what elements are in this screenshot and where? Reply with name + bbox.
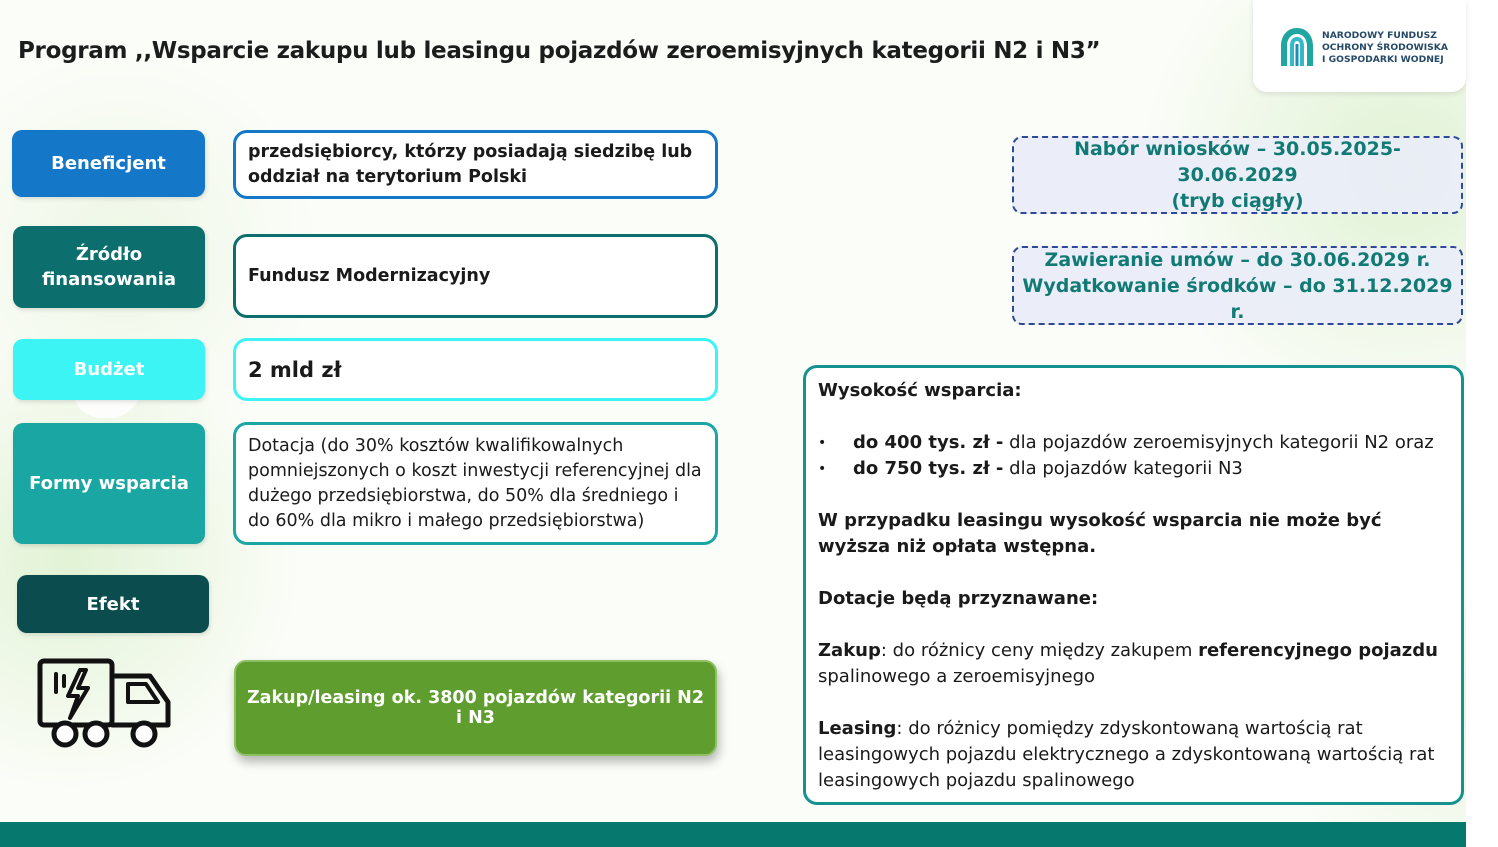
logo-text xyxy=(1322,30,1448,66)
budzet-label-text: Budżet xyxy=(73,359,145,380)
logo-line-1: NARODOWY FUNDUSZ xyxy=(1322,30,1437,41)
right-edge-strip xyxy=(1466,0,1498,847)
nabor-line-2: (tryb ciągły) xyxy=(1171,190,1304,212)
dotacje-heading: Dotacje będą przyznawane: xyxy=(818,588,1099,609)
zrodlo-label xyxy=(13,226,205,308)
leasing-label: Leasing xyxy=(818,718,897,739)
electric-truck-icon xyxy=(36,656,174,750)
formy-wsparcia-label-text: Formy wsparcia xyxy=(29,473,189,494)
support-details-box xyxy=(803,365,1464,805)
nabor-box xyxy=(1012,136,1463,214)
leasing-text: : do różnicy pomiędzy zdyskontowaną wartością rat leasingowych pojazdu elektrycznego a zdyskontowaną wartością rat leasingowych pojazdu spalinowego xyxy=(818,718,1435,791)
budzet-text: 2 mld zł xyxy=(248,357,342,382)
bullet-description: dla pojazdów zeroemisyjnych kategorii N2 oraz xyxy=(1003,432,1434,453)
umowy-line-1: Zawieranie umów – do 30.06.2029 r. xyxy=(1044,248,1431,271)
logo-line-3: I GOSPODARKI WODNEJ xyxy=(1322,54,1444,65)
efekt-label-text: Efekt xyxy=(86,593,140,615)
bullet-amount: do 400 tys. zł - xyxy=(853,432,1004,453)
footer-bar xyxy=(0,822,1466,847)
zakup-bold-text: referencyjnego pojazdu xyxy=(1198,640,1438,661)
logo-card xyxy=(1253,0,1466,92)
zrodlo-label-line-2: finansowania xyxy=(41,269,177,290)
bullet-item xyxy=(818,430,1449,456)
zrodlo-box xyxy=(233,234,718,318)
efekt-result-box xyxy=(234,660,717,756)
beneficjent-text: przedsiębiorcy, którzy posiadają siedzibę lub oddział na terytorium Polski xyxy=(248,141,693,187)
umowy-line-2: Wydatkowanie środków – do 31.12.2029 r. xyxy=(1022,274,1453,323)
zakup-label: Zakup xyxy=(818,640,881,661)
bullet-dot: • xyxy=(818,435,827,451)
efekt-label xyxy=(17,575,209,633)
bullet-description: dla pojazdów kategorii N3 xyxy=(1003,458,1243,479)
beneficjent-label-text: Beneficjent xyxy=(51,153,166,174)
beneficjent-label xyxy=(12,130,205,197)
zakup-text-end: spalinowego a zeroemisyjnego xyxy=(818,666,1096,687)
zrodlo-text: Fundusz Modernizacyjny xyxy=(248,266,491,286)
beneficjent-box xyxy=(233,130,718,199)
formy-wsparcia-box xyxy=(233,422,718,545)
bullet-dot: • xyxy=(818,461,827,477)
leasing-paragraph xyxy=(818,716,1449,794)
zakup-text: : do różnicy ceny między zakupem xyxy=(880,640,1199,661)
bullet-amount: do 750 tys. zł - xyxy=(853,458,1004,479)
formy-wsparcia-text: Dotacja (do 30% kosztów kwalifikowalnych pomniejszonych o koszt inwestycji referencyjnej dla dużego przedsiębiorstwa, do 50% dla średniego i do 60% dla mikro i małego przedsiębiorstwa) xyxy=(248,435,702,531)
budzet-box xyxy=(233,338,718,401)
zrodlo-label-line-1: Źródło xyxy=(75,244,143,265)
leasing-note: W przypadku leasingu wysokość wsparcia nie może być wyższa niż opłata wstępna. xyxy=(818,510,1382,557)
formy-wsparcia-label xyxy=(13,423,205,544)
budzet-label xyxy=(13,339,205,400)
logo-line-2: OCHRONY ŚRODOWISKA xyxy=(1322,42,1449,53)
bullet-item xyxy=(818,456,1449,482)
page-title: Program ,,Wsparcie zakupu lub leasingu pojazdów zeroemisyjnych kategorii N2 i N3” xyxy=(18,38,1101,64)
support-heading: Wysokość wsparcia: xyxy=(818,380,1022,401)
nfosigw-logo-icon xyxy=(1279,26,1315,68)
zakup-paragraph xyxy=(818,638,1449,690)
umowy-box xyxy=(1012,246,1463,325)
efekt-text: Zakup/leasing ok. 3800 pojazdów kategorii N2 i N3 xyxy=(246,688,704,728)
nabor-line-1: Nabór wniosków – 30.05.2025-30.06.2029 xyxy=(1074,138,1401,186)
